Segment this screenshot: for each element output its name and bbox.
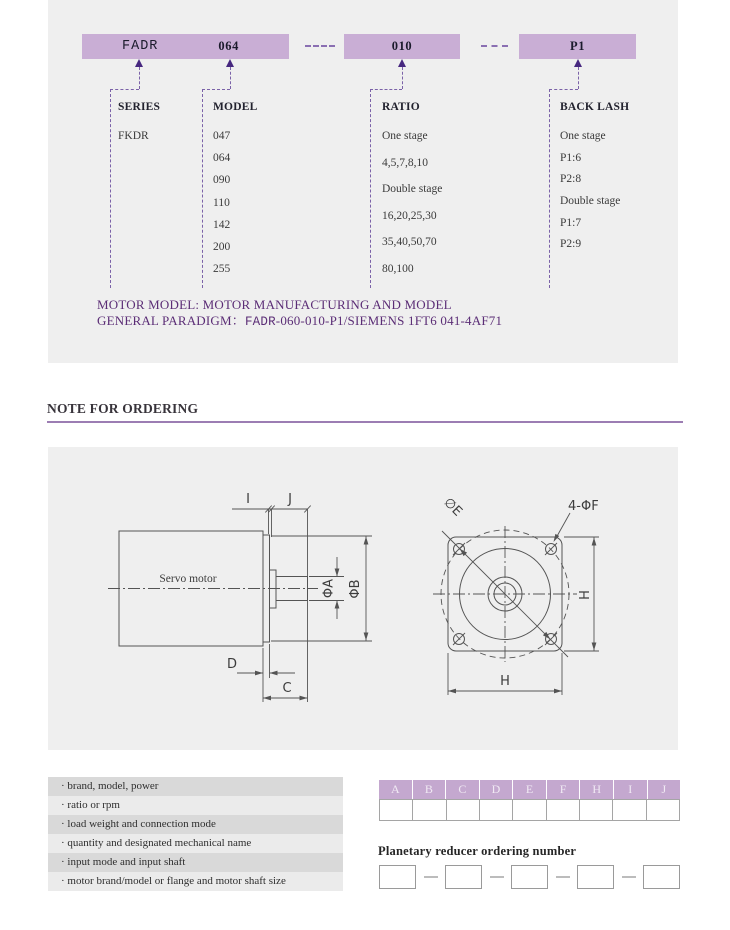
backlash-code-value: P1: [569, 39, 586, 53]
column-header: C: [446, 780, 480, 799]
list-item: P2:8: [560, 173, 582, 186]
list-item: · input mode and input shaft: [48, 853, 343, 872]
list-item: One stage: [560, 130, 606, 142]
right-view-dimensions: [440, 495, 599, 695]
table-cell: [580, 799, 613, 821]
dash-separator: [424, 876, 438, 878]
up-arrow-icon: [226, 59, 234, 67]
dim-label-d: D: [226, 657, 238, 672]
connector-elbow: [549, 89, 578, 90]
column-leader-line: [370, 89, 371, 288]
list-item: Double stage: [382, 183, 443, 196]
column-items: [560, 130, 652, 260]
connector-line: [230, 67, 231, 89]
dim-label-i: I: [246, 492, 250, 507]
ratio-code-value: 010: [391, 39, 413, 53]
dim-label-h-bottom: H: [500, 674, 510, 689]
dim-label-phi-a: ΦA: [321, 578, 337, 599]
dash-separator: [490, 876, 504, 878]
connector-line: [578, 67, 579, 89]
spec-column-backlash: [560, 101, 652, 260]
ordering-code-box: [643, 865, 680, 889]
list-item: 110: [213, 196, 230, 209]
list-item: FKDR: [118, 130, 149, 142]
column-header: H: [580, 780, 614, 799]
list-item: One stage: [382, 130, 428, 142]
column-header: SERIES: [118, 101, 161, 113]
column-header: I: [614, 780, 648, 799]
dim-label-c: C: [282, 681, 292, 696]
column-items: [213, 130, 305, 285]
list-item: 064: [213, 152, 231, 165]
list-item: 4,5,7,8,10: [382, 156, 428, 169]
table-cell: [480, 799, 513, 821]
ordering-code-box: [577, 865, 614, 889]
column-items: [382, 130, 474, 290]
ordering-notes-list: [48, 777, 343, 891]
table-cell: [513, 799, 546, 821]
column-header: D: [480, 780, 514, 799]
list-item: 200: [213, 240, 231, 253]
ordering-number-label: Planetary reducer ordering number: [378, 844, 577, 858]
spec-column-series: [118, 101, 210, 152]
up-arrow-icon: [574, 59, 582, 67]
table-cell: [413, 799, 446, 821]
connector-elbow: [110, 89, 139, 90]
motor-note-line1: MOTOR MODEL: MOTOR MANUFACTURING AND MODEL: [97, 297, 452, 312]
list-item: 80,100: [382, 262, 414, 275]
column-leader-line: [549, 89, 550, 288]
connector-line: [402, 67, 403, 89]
dim-label-phi-b: ΦB: [348, 579, 363, 599]
code-box-backlash: [519, 34, 636, 59]
spec-column-ratio: [382, 101, 474, 290]
column-leader-line: [110, 89, 111, 288]
series-code-value: FADR: [122, 39, 159, 54]
list-item: 16,20,25,30: [382, 209, 437, 222]
column-header: E: [513, 780, 547, 799]
spec-column-model: [213, 101, 305, 285]
dash-separator: [556, 876, 570, 878]
dimension-drawing-panel: [48, 447, 678, 750]
ordering-code-box: [379, 865, 416, 889]
connector-line: [139, 67, 140, 89]
list-item: 142: [213, 218, 231, 231]
motor-model-note: [97, 297, 502, 330]
paradigm-rest: -060-010-P1/SIEMENS 1FT6 041-4AF71: [275, 312, 503, 328]
list-item: · quantity and designated mechanical name: [48, 834, 343, 853]
list-item: Double stage: [560, 195, 621, 208]
code-box-ratio: [344, 34, 460, 59]
model-code-panel: [48, 0, 678, 363]
table-header-row: [379, 780, 680, 799]
up-arrow-icon: [135, 59, 143, 67]
list-item: · ratio or rpm: [48, 796, 343, 815]
list-item: P1:6: [560, 151, 582, 164]
model-code-value: 064: [218, 39, 239, 53]
list-item: · motor brand/model or flange and motor shaft size: [48, 872, 343, 891]
left-view-dimensions: [227, 492, 372, 702]
column-header: A: [379, 780, 413, 799]
table-cell: [613, 799, 646, 821]
dash-separator: [622, 876, 636, 878]
list-item: P2:9: [560, 238, 582, 251]
dim-label-holes: 4-ΦF: [568, 499, 599, 514]
column-header: B: [413, 780, 447, 799]
motor-note-line2: [97, 313, 502, 331]
up-arrow-icon: [398, 59, 406, 67]
list-item: 047: [213, 130, 231, 142]
code-separator-dashes: [305, 45, 335, 47]
list-item: P1:7: [560, 216, 582, 229]
column-header: BACK LASH: [560, 101, 630, 113]
dimension-table: [379, 780, 680, 821]
connector-elbow: [202, 89, 230, 90]
paradigm-label: GENERAL PARADIGM：: [97, 312, 245, 328]
table-cell: [547, 799, 580, 821]
column-header: RATIO: [382, 101, 420, 113]
column-header: F: [547, 780, 581, 799]
dim-label-phi-e: ∅E: [440, 495, 465, 520]
table-cell: [647, 799, 680, 821]
servo-motor-label: Servo motor: [159, 573, 217, 585]
table-cell: [447, 799, 480, 821]
connector-elbow: [370, 89, 402, 90]
list-item: 090: [213, 174, 231, 187]
section-heading: NOTE FOR ORDERING: [47, 401, 683, 423]
dim-label-j: J: [288, 492, 292, 507]
left-view-motor: [108, 531, 318, 646]
column-items: [118, 130, 210, 152]
list-item: 35,40,50,70: [382, 236, 437, 249]
table-cell: [379, 799, 413, 821]
dim-label-h-side: H: [578, 590, 593, 600]
code-separator-dashes: [481, 45, 508, 47]
ordering-number-boxes: [379, 865, 680, 889]
paradigm-code: FADR: [244, 314, 276, 329]
ordering-code-box: [445, 865, 482, 889]
list-item: · brand, model, power: [48, 777, 343, 796]
column-header: J: [661, 782, 667, 796]
ordering-code-box: [511, 865, 548, 889]
table-row: [379, 799, 680, 821]
list-item: · load weight and connection mode: [48, 815, 343, 834]
code-box-series-model: [82, 34, 289, 59]
column-header: MODEL: [213, 101, 258, 113]
list-item: 255: [213, 263, 231, 276]
technical-drawing: [48, 447, 678, 750]
